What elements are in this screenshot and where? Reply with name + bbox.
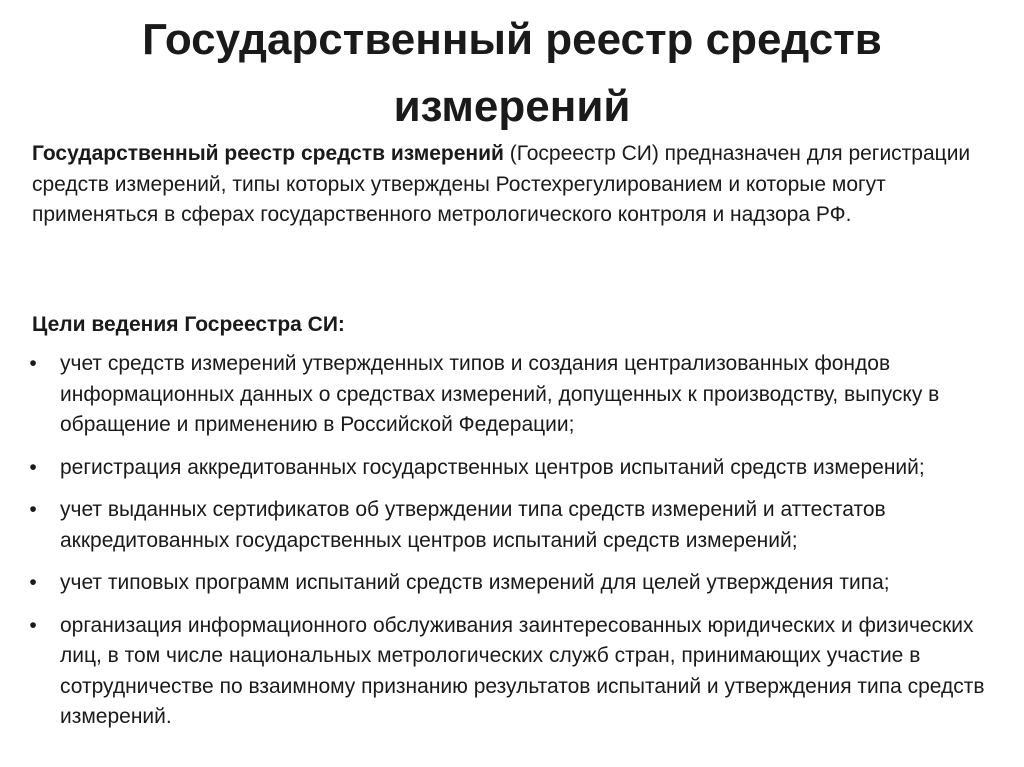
goal-item xyxy=(26,453,1001,484)
goal-item xyxy=(26,349,1001,441)
goal-item xyxy=(26,611,1001,733)
goal-item xyxy=(26,568,1001,599)
intro-bold-lead: Государственный реестр средств измерений xyxy=(32,142,504,165)
intro-text: (Госреестр СИ) предназначен для регистрации средств измерений, типы которых утверждены Ростехрегулированием и которые могут применяться в сферах государственного метрологического контроля и надзора РФ. xyxy=(32,142,971,226)
goal-text: учет средств измерений утвержденных типов и создания централизованных фондов информационных данных о средствах измерений, допущенных к производству, выпуску в обращение и применению в Российской Федерации; xyxy=(60,352,940,436)
slide-title: Государственный реестр средств измерений xyxy=(142,15,882,131)
intro-paragraph xyxy=(32,139,997,231)
bullet-icon: • xyxy=(29,498,37,521)
bullet-icon: • xyxy=(29,455,37,479)
goal-item xyxy=(26,495,1001,556)
goals-list xyxy=(26,349,1001,745)
bullet-icon: • xyxy=(29,352,37,375)
goals-heading: Цели ведения Госреестра СИ: xyxy=(32,313,345,336)
bullet-icon: • xyxy=(29,613,37,637)
bullet-icon: • xyxy=(29,571,37,594)
goal-text: учет выданных сертификатов об утверждении типа средств измерений и аттестатов аккредитованных государственных центров испытаний средств измерений; xyxy=(60,498,886,552)
goal-text: регистрация аккредитованных государственных центров испытаний средств измерений; xyxy=(60,455,925,479)
goal-text: учет типовых программ испытаний средств измерений для целей утверждения типа; xyxy=(60,571,890,594)
goal-text: организация информационного обслуживания заинтересованных юридических и физических лиц, в том числе национальных метрологических служб стран, принимающих участие в сотрудничестве по взаимному признанию результатов испытаний и утверждения типа средств измерений. xyxy=(60,613,985,728)
